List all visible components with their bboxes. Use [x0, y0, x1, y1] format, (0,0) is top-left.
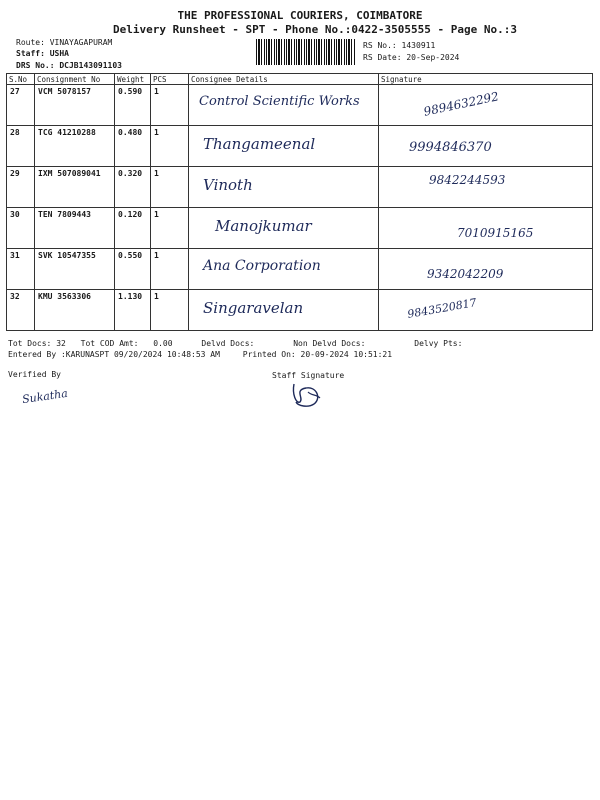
route-value: VINAYAGAPURAM: [49, 38, 113, 47]
rs-date-label: RS Date:: [363, 53, 402, 62]
col-header-consignment: Consignment No: [35, 74, 115, 85]
staff-value: USHA: [49, 49, 69, 58]
table-row: [7, 208, 593, 249]
barcode: [256, 39, 356, 65]
staff-signature-label: Staff Signature: [272, 371, 345, 380]
row-consignment-no: TCG 41210288: [35, 126, 115, 167]
runsheet-table: [6, 73, 593, 331]
row-sno: 32: [7, 290, 35, 331]
row-sno: 29: [7, 167, 35, 208]
row-sno: 27: [7, 85, 35, 126]
consignee-handwriting: Vinoth: [203, 176, 253, 194]
signature-handwriting: 7010915165: [457, 226, 534, 240]
row-sno: 30: [7, 208, 35, 249]
rs-no-value: 1430911: [401, 41, 436, 50]
row-pcs: 1: [151, 85, 189, 126]
delvd-docs-label: Delvd Docs:: [201, 339, 255, 348]
drs-label: DRS No.:: [16, 61, 55, 70]
delvy-pts-label: Delvy Pts:: [414, 339, 463, 348]
staff-label: Staff:: [16, 49, 45, 58]
table-row: [7, 249, 593, 290]
totals-line: [8, 339, 592, 349]
row-consignment-no: KMU 3563306: [35, 290, 115, 331]
entered-by-line: [8, 350, 392, 360]
table-row: [7, 167, 593, 208]
row-consignee: [189, 167, 379, 208]
col-header-weight: Weight: [115, 74, 151, 85]
consignee-handwriting: Thangameenal: [203, 135, 316, 153]
consignee-handwriting: Manojkumar: [215, 217, 312, 235]
row-consignee: [189, 249, 379, 290]
row-consignee: [189, 208, 379, 249]
signature-handwriting: 9994846370: [409, 140, 492, 155]
row-pcs: 1: [151, 126, 189, 167]
row-pcs: 1: [151, 167, 189, 208]
table-row: [7, 85, 593, 126]
row-signature: [379, 85, 593, 126]
signature-handwriting: 9842244593: [429, 173, 506, 187]
row-pcs: 1: [151, 290, 189, 331]
row-consignee: [189, 126, 379, 167]
row-pcs: 1: [151, 249, 189, 290]
row-weight: 0.590: [115, 85, 151, 126]
non-delvd-docs-label: Non Delvd Docs:: [293, 339, 366, 348]
row-consignment-no: TEN 7809443: [35, 208, 115, 249]
verified-by-label: Verified By: [8, 370, 61, 379]
table-row: [7, 126, 593, 167]
rs-date-line: [363, 52, 459, 63]
drs-value: DCJB143091103: [59, 61, 122, 70]
row-consignment-no: SVK 10547355: [35, 249, 115, 290]
entered-by: Entered By :KARUNASPT 09/20/2024 10:48:53 AM: [8, 350, 220, 359]
runsheet-title: Delivery Runsheet - SPT - Phone No.:0422-3505555 - Page No.:3: [113, 23, 517, 36]
col-header-pcs: PCS: [151, 74, 189, 85]
signature-handwriting: 9342042209: [427, 267, 504, 281]
row-weight: 0.480: [115, 126, 151, 167]
rs-no-label: RS No.:: [363, 41, 397, 50]
rs-no-line: [363, 40, 435, 51]
route-line: [16, 37, 112, 48]
staff-line: [16, 48, 69, 59]
row-consignee: [189, 290, 379, 331]
row-signature: [379, 290, 593, 331]
row-pcs: 1: [151, 208, 189, 249]
row-weight: 0.320: [115, 167, 151, 208]
tot-docs-label: Tot Docs:: [8, 339, 52, 348]
table-header-row: [7, 74, 593, 85]
rs-date-value: 20-Sep-2024: [406, 53, 460, 62]
col-header-sno: S.No: [7, 74, 35, 85]
row-weight: 0.120: [115, 208, 151, 249]
row-sno: 28: [7, 126, 35, 167]
drs-line: [16, 60, 122, 71]
row-weight: 1.130: [115, 290, 151, 331]
consignee-handwriting: Control Scientific Works: [199, 94, 360, 109]
row-sno: 31: [7, 249, 35, 290]
company-name: THE PROFESSIONAL COURIERS, COIMBATORE: [177, 9, 423, 22]
row-consignment-no: VCM 5078157: [35, 85, 115, 126]
col-header-signature: Signature: [379, 74, 593, 85]
row-signature: [379, 208, 593, 249]
row-signature: [379, 126, 593, 167]
route-label: Route:: [16, 38, 45, 47]
tot-cod-value: 0.00: [153, 339, 173, 348]
printed-on: Printed On: 20-09-2024 10:51:21: [242, 350, 393, 359]
row-consignee: [189, 85, 379, 126]
row-signature: [379, 167, 593, 208]
tot-cod-label: Tot COD Amt:: [80, 339, 139, 348]
table-row: [7, 290, 593, 331]
signature-handwriting: 9843520817: [406, 296, 478, 321]
consignee-handwriting: Ana Corporation: [203, 258, 321, 274]
row-weight: 0.550: [115, 249, 151, 290]
signature-handwriting: 9894632292: [422, 89, 500, 119]
tot-docs-value: 32: [56, 339, 66, 348]
col-header-consignee: Consignee Details: [189, 74, 379, 85]
verifier-signature: Sukatha: [21, 386, 69, 407]
staff-signature-mark: [286, 380, 328, 410]
row-signature: [379, 249, 593, 290]
consignee-handwriting: Singaravelan: [203, 299, 304, 317]
row-consignment-no: IXM 507089041: [35, 167, 115, 208]
